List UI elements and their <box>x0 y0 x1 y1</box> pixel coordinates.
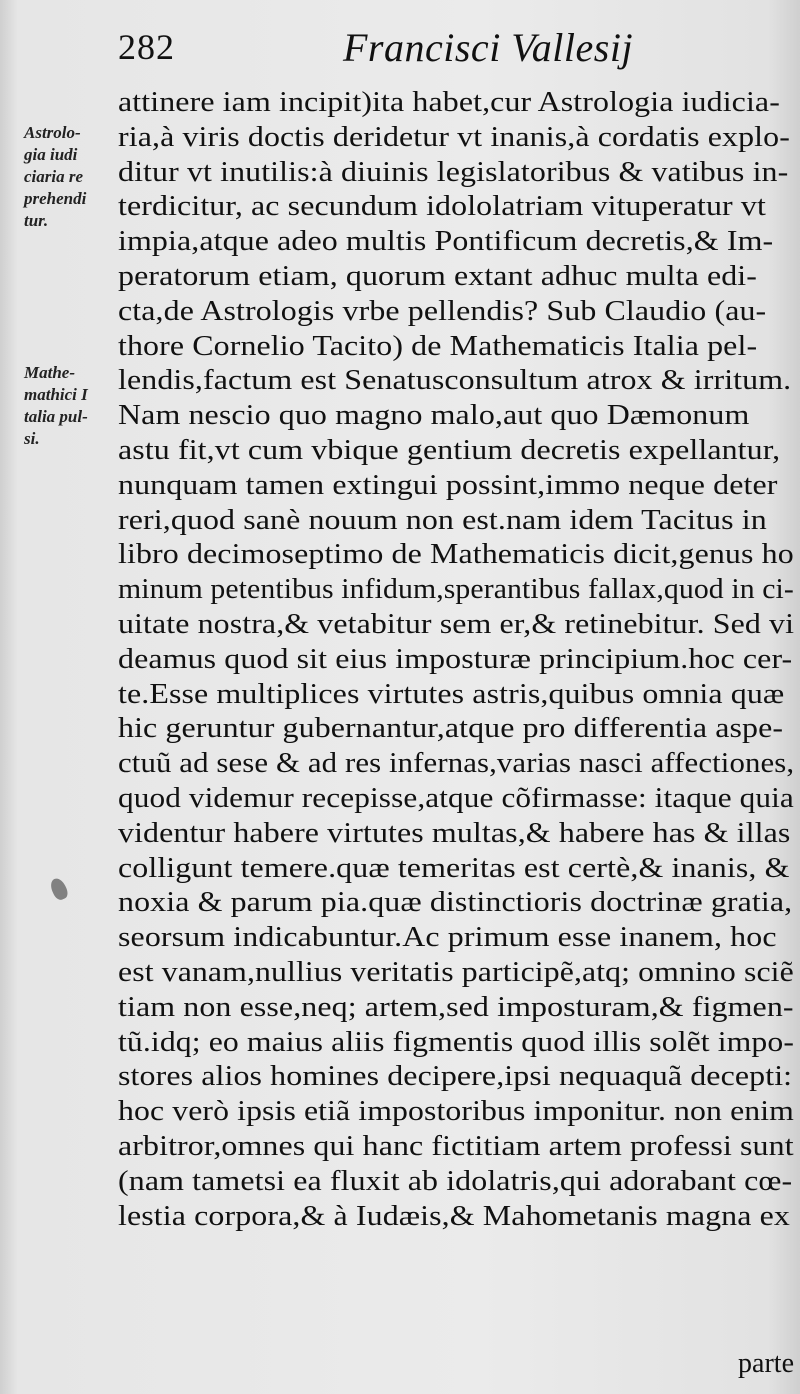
text-line: tiam non esse,neq; artem,sed imposturam,& figmen- <box>118 991 794 1023</box>
page-number: 282 <box>118 27 175 67</box>
text-line: uitate nostra,& vetabitur sem er,& retinebitur. Sed vi <box>118 608 795 640</box>
text-line: arbitror,omnes qui hanc fictitiam artem professi sunt <box>118 1130 794 1162</box>
text-line: minum petentibus infidum,sperantibus fallax,quod in ci- <box>118 574 794 606</box>
margin-note-astrologia <box>24 122 124 232</box>
text-line: hoc verò ipsis etiã impostoribus imponitur. non enim <box>118 1096 795 1128</box>
catchword: parte <box>738 1348 794 1379</box>
text-line: thore Cornelio Tacito) de Mathematicis Italia pel- <box>118 330 758 362</box>
text-line: terdicitur, ac secundum idololatriam vituperatur vt <box>118 191 766 223</box>
text-line: noxia & parum pia.quæ distinctioris doctrinæ gratia, <box>118 887 793 919</box>
margin-note-line: prehendi <box>24 189 87 208</box>
body-text <box>118 86 798 1234</box>
text-line: lendis,factum est Senatusconsultum atrox & irritum. <box>118 365 792 397</box>
margin-note-line: mathici I <box>24 385 88 404</box>
text-line: impia,atque adeo multis Pontificum decretis,& Im- <box>118 226 774 258</box>
text-line: ditur vt inutilis:à diuinis legislatoribus & vatibus in- <box>118 156 789 188</box>
page-header <box>118 18 798 70</box>
text-line: tũ.idq; eo maius aliis figmentis quod illis solẽt impo- <box>118 1026 795 1058</box>
text-line: quod videmur recepisse,atque cõfirmasse: itaque quia <box>118 782 794 814</box>
text-line: seorsum indicabuntur.Ac primum esse inanem, hoc <box>118 922 777 954</box>
margin-note-line: gia iudi <box>24 145 78 164</box>
text-line: cta,de Astrologis vrbe pellendis? Sub Claudio (au- <box>118 295 767 327</box>
running-head: Francisci Vallesij <box>343 25 634 70</box>
margin-note-line: talia pul- <box>24 407 88 426</box>
text-line: te.Esse multiplices virtutes astris,quibus omnia quæ <box>118 678 785 710</box>
margin-note-line: Astrolo- <box>24 123 81 142</box>
text-line: deamus quod sit eius imposturæ principium.hoc cer- <box>118 643 793 675</box>
margin-note-line: tur. <box>24 211 49 230</box>
text-line: colligunt temere.quæ temeritas est certè,& inanis, & <box>118 852 790 884</box>
margin-note-mathematici <box>24 362 124 450</box>
ink-smudge <box>48 876 70 902</box>
text-line: (nam tametsi ea fluxit ab idolatris,qui adorabant cœ- <box>118 1165 793 1197</box>
text-line: reri,quod sanè nouum non est.nam idem Tacitus in <box>118 504 767 536</box>
text-line: astu fit,vt cum vbique gentium decretis expellantur, <box>118 434 781 466</box>
text-line: libro decimoseptimo de Mathematicis dicit,genus ho <box>118 539 794 571</box>
margin-note-line: ciaria re <box>24 167 84 186</box>
text-line: videntur habere virtutes multas,& habere has & illas <box>118 817 791 849</box>
text-line: ctuũ ad sese & ad res infernas,varias nasci affectiones, <box>118 748 795 780</box>
text-line: nunquam tamen extingui possint,immo neque deter <box>118 469 778 501</box>
margin-note-line: Mathe- <box>24 363 75 382</box>
text-line: peratorum etiam, quorum extant adhuc multa edi- <box>118 260 758 292</box>
text-line: hic geruntur gubernantur,atque pro differentia aspe- <box>118 713 784 745</box>
margin-note-line: si. <box>24 429 40 448</box>
text-line: ria,à viris doctis deridetur vt inanis,à cordatis explo- <box>118 121 790 153</box>
text-line: Nam nescio quo magno malo,aut quo Dæmonum <box>118 400 750 432</box>
text-line: stores alios homines decipere,ipsi nequaquã decepti: <box>118 1061 793 1093</box>
text-line: attinere iam incipit)ita habet,cur Astrologia iudicia- <box>118 87 780 118</box>
text-line: est vanam,nullius veritatis participẽ,atq; omnino sciẽ <box>118 956 794 988</box>
text-line: lestia corpora,& à Iudæis,& Mahometanis magna ex <box>118 1200 790 1232</box>
